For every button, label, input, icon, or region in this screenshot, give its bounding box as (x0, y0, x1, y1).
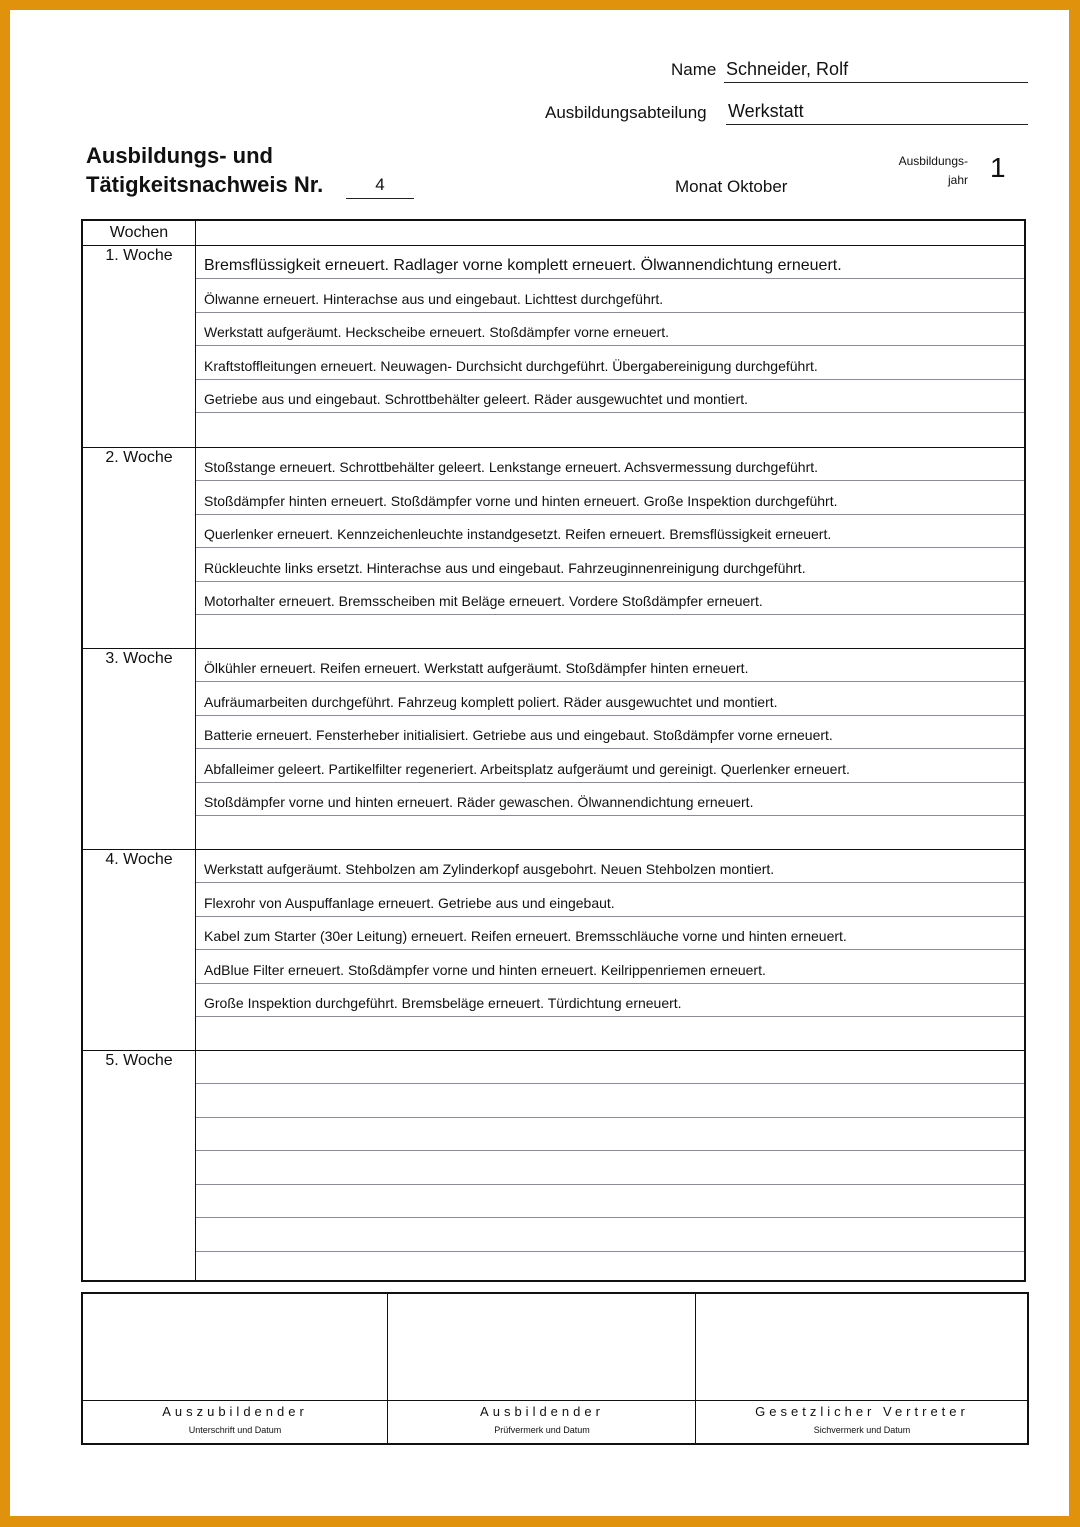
activity-entry[interactable]: Motorhalter erneuert. Bremsscheiben mit Beläge erneuert. Vordere Stoßdämpfer erneuert. (204, 593, 763, 609)
ruled-line (196, 1217, 1024, 1218)
ruled-line (196, 345, 1024, 346)
ruled-line (196, 412, 1024, 413)
week-separator (83, 849, 1024, 850)
ruled-line (196, 480, 1024, 481)
ruled-line (196, 882, 1024, 883)
signature-label-vertreter (697, 1402, 1027, 1435)
signature-label-divider (83, 1400, 1027, 1401)
signature-area-vertreter[interactable] (697, 1294, 1027, 1400)
title-line-1: Ausbildungs- und (86, 143, 273, 168)
ruled-line (196, 1251, 1024, 1252)
week-separator (83, 648, 1024, 649)
ruled-line (196, 581, 1024, 582)
signature-title: Gesetzlicher Vertreter (755, 1404, 969, 1419)
report-page (10, 10, 1069, 1516)
activity-entry[interactable]: Getriebe aus und eingebaut. Schrottbehälter geleert. Räder ausgewuchtet und montiert. (204, 391, 749, 407)
week-separator (83, 1050, 1024, 1051)
activity-entry[interactable]: Querlenker erneuert. Kennzeichenleuchte instandgesetzt. Reifen erneuert. Bremsflüssigkeit erneuert. (204, 526, 832, 542)
activity-entry[interactable]: Stoßdämpfer hinten erneuert. Stoßdämpfer vorne und hinten erneuert. Große Inspektion durchgeführt. (204, 492, 838, 509)
ruled-line (196, 949, 1024, 950)
week-label: 2. Woche (105, 449, 173, 466)
signature-divider-1 (387, 1294, 388, 1443)
signature-subtitle: Sichvermerk und Datum (813, 1425, 911, 1435)
signature-label-auszubildender (83, 1402, 387, 1435)
activity-entry[interactable]: Flexrohr von Auspuffanlage erneuert. Getriebe aus und eingebaut. (204, 894, 615, 911)
jahr-label (876, 152, 968, 190)
ruled-line (196, 278, 1024, 279)
ruled-line (196, 1150, 1024, 1151)
activity-entry[interactable]: Abfalleimer geleert. Partikelfilter regeneriert. Arbeitsplatz aufgeräumt und gereinigt. Querlenker erneuert. (204, 760, 850, 777)
signature-label-ausbildender (389, 1402, 695, 1435)
activity-entry[interactable]: Werkstatt aufgeräumt. Stehbolzen am Zylinderkopf ausgebohrt. Neuen Stehbolzen montiert. (204, 861, 775, 877)
ruled-line (196, 547, 1024, 548)
ruled-line (196, 312, 1024, 313)
signature-area-auszubildender[interactable] (83, 1294, 387, 1400)
signature-subtitle: Unterschrift und Datum (188, 1425, 282, 1435)
week-separator (83, 447, 1024, 448)
activity-entry[interactable]: Ölwanne erneuert. Hinterachse aus und eingebaut. Lichttest durchgeführt. (204, 290, 664, 307)
header-divider (83, 245, 1024, 246)
name-label: Name (671, 60, 717, 79)
column-header-wochen: Wochen (109, 224, 169, 241)
abteilung-label: Ausbildungsabteilung (545, 103, 707, 122)
ruled-line (196, 681, 1024, 682)
ruled-line (196, 614, 1024, 615)
column-divider (195, 221, 196, 1280)
ruled-line (196, 715, 1024, 716)
activity-entry[interactable]: Werkstatt aufgeräumt. Heckscheibe erneuert. Stoßdämpfer vorne erneuert. (204, 324, 670, 340)
name-field[interactable]: Schneider, Rolf (724, 58, 1028, 83)
monat-value[interactable]: Oktober (726, 177, 788, 196)
ruled-line (196, 1184, 1024, 1185)
ruled-line (196, 916, 1024, 917)
jahr-label-line-2: jahr (947, 173, 968, 187)
activity-entry[interactable]: Aufräumarbeiten durchgeführt. Fahrzeug komplett poliert. Räder ausgewuchtet und montiert. (204, 693, 778, 710)
activity-entry[interactable]: Bremsflüssigkeit erneuert. Radlager vorne komplett erneuert. Ölwannendichtung erneuert. (204, 257, 842, 274)
jahr-value[interactable]: 1 (990, 152, 1006, 183)
activity-entry[interactable]: Ölkühler erneuert. Reifen erneuert. Werkstatt aufgeräumt. Stoßdämpfer hinten erneuert. (204, 660, 749, 676)
ruled-line (196, 983, 1024, 984)
week-label: 4. Woche (105, 851, 173, 868)
ruled-line (196, 1083, 1024, 1084)
week-label: 5. Woche (105, 1052, 173, 1069)
page-title (86, 141, 323, 199)
ruled-line (196, 1016, 1024, 1017)
ruled-line (196, 379, 1024, 380)
activity-entry[interactable]: Stoßstange erneuert. Schrottbehälter geleert. Lenkstange erneuert. Achsvermessung durchgeführt. (204, 459, 819, 475)
activity-table (81, 219, 1026, 1282)
signature-area-ausbildender[interactable] (389, 1294, 695, 1400)
activity-entry[interactable]: Kraftstoffleitungen erneuert. Neuwagen- Durchsicht durchgeführt. Übergabereinigung durchgeführt. (204, 357, 818, 374)
activity-entry[interactable]: Rückleuchte links ersetzt. Hinterachse aus und eingebaut. Fahrzeuginnenreinigung durchgeführt. (204, 559, 806, 576)
signature-divider-2 (695, 1294, 696, 1443)
ruled-line (196, 1117, 1024, 1118)
signature-title: Auszubildender (162, 1404, 308, 1419)
ruled-line (196, 748, 1024, 749)
abteilung-field[interactable]: Werkstatt (726, 100, 1028, 125)
title-line-2: Tätigkeitsnachweis Nr. (86, 172, 324, 197)
activity-entry[interactable]: Batterie erneuert. Fensterheber initialisiert. Getriebe aus und eingebaut. Stoßdämpfer vorne erneuert. (204, 727, 833, 743)
signature-subtitle: Prüfvermerk und Datum (494, 1425, 590, 1435)
activity-entry[interactable]: Kabel zum Starter (30er Leitung) erneuert. Reifen erneuert. Bremsschläuche vorne und hinten erneuert. (204, 928, 847, 944)
monat-group (675, 177, 787, 197)
week-label: 1. Woche (105, 247, 173, 264)
week-label: 3. Woche (105, 650, 173, 667)
activity-entry[interactable]: Stoßdämpfer vorne und hinten erneuert. Räder gewaschen. Ölwannendichtung erneuert. (204, 794, 754, 810)
ruled-line (196, 514, 1024, 515)
activity-entry[interactable]: Große Inspektion durchgeführt. Bremsbeläge erneuert. Türdichtung erneuert. (204, 995, 682, 1011)
jahr-label-line-1: Ausbildungs- (898, 154, 968, 168)
monat-label: Monat (675, 177, 723, 196)
nr-field[interactable]: 4 (346, 174, 414, 199)
signature-title: Ausbildender (480, 1404, 604, 1419)
signature-table (81, 1292, 1029, 1445)
ruled-line (196, 782, 1024, 783)
activity-entry[interactable]: AdBlue Filter erneuert. Stoßdämpfer vorne und hinten erneuert. Keilrippenriemen erneuert. (204, 961, 766, 978)
ruled-line (196, 815, 1024, 816)
